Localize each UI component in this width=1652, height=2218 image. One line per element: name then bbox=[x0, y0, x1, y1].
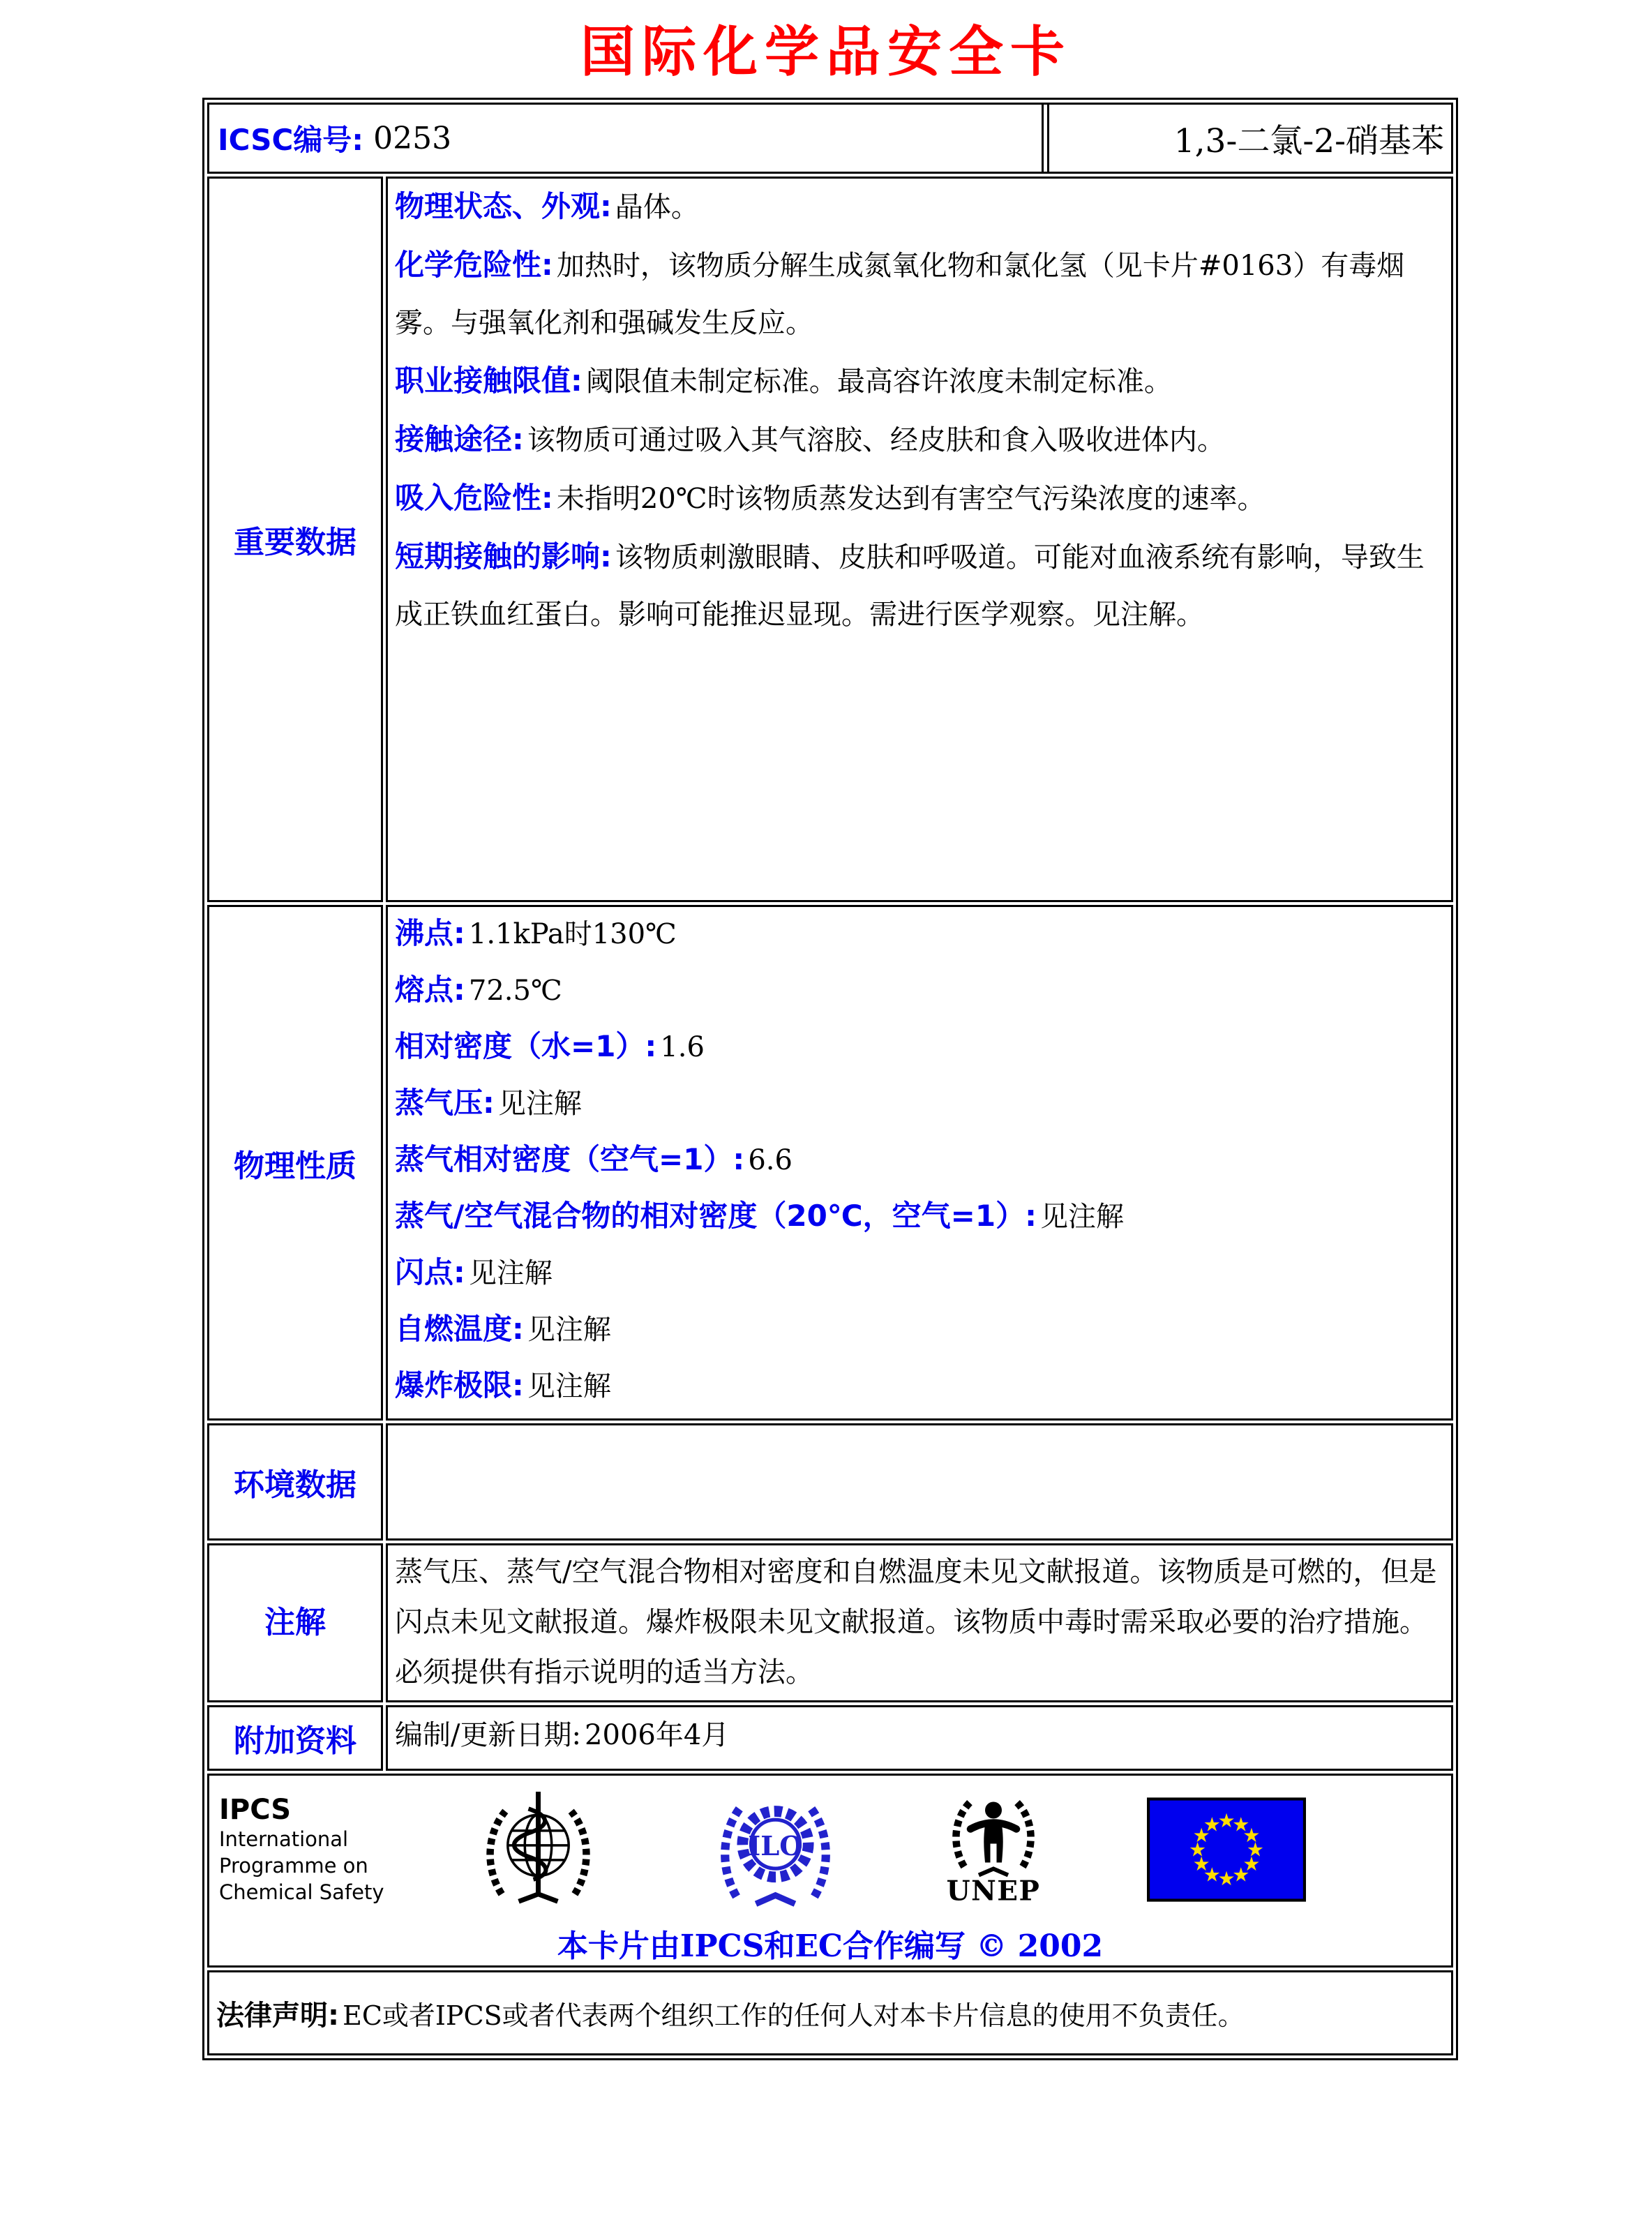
important-data-row bbox=[207, 177, 1453, 902]
property-label: 闪点: bbox=[395, 1255, 465, 1289]
property-line bbox=[395, 180, 1444, 239]
property-line bbox=[395, 1134, 1444, 1191]
logos-row bbox=[207, 1774, 1453, 1968]
ilo-logo bbox=[714, 1787, 836, 1912]
update-date-label: 编制/更新日期: bbox=[395, 1719, 581, 1751]
additional-info-row bbox=[207, 1705, 1453, 1771]
safety-card-table bbox=[202, 98, 1458, 2060]
page-title: 国际化学品安全卡 bbox=[580, 20, 1072, 84]
eu-flag-icon bbox=[1147, 1797, 1306, 1902]
property-label: 物理状态、外观: bbox=[395, 189, 612, 223]
ipcs-text-block bbox=[209, 1794, 428, 1905]
eu-flag bbox=[1147, 1797, 1306, 1902]
ilo-icon bbox=[714, 1787, 836, 1912]
property-line bbox=[395, 965, 1444, 1021]
unep-logo bbox=[941, 1785, 1046, 1914]
property-value: 晶体。 bbox=[615, 191, 699, 223]
additional-info-section-label: 附加资料 bbox=[207, 1705, 383, 1771]
property-value: 阈限值未制定标准。最高容许浓度未制定标准。 bbox=[585, 366, 1172, 398]
legal-notice-label: 法律声明: bbox=[216, 1999, 339, 2032]
chemical-name: 1,3-二氯-2-硝基苯 bbox=[1173, 121, 1444, 160]
ipcs-acronym: IPCS bbox=[219, 1794, 292, 1826]
property-line bbox=[395, 1247, 1444, 1304]
property-value: 6.6 bbox=[748, 1144, 793, 1176]
svg-text:★: ★ bbox=[1203, 1863, 1221, 1887]
svg-text:★: ★ bbox=[1242, 1823, 1261, 1847]
logos-cell bbox=[207, 1774, 1453, 1968]
caption-text: 本卡片由IPCS和EC合作编写 bbox=[557, 1928, 966, 1964]
legal-notice-text: EC或者IPCS或者代表两个组织工作的任何人对本卡片信息的使用不负责任。 bbox=[343, 2000, 1245, 2031]
who-icon bbox=[477, 1787, 599, 1912]
property-label: 蒸气/空气混合物的相对密度（20℃，空气=1）: bbox=[395, 1199, 1037, 1233]
icsc-number-value: 0253 bbox=[373, 120, 452, 156]
icsc-number-block bbox=[209, 105, 1044, 172]
property-label: 短期接触的影响: bbox=[395, 539, 612, 574]
property-label: 沸点: bbox=[395, 916, 465, 950]
property-line bbox=[395, 239, 1444, 354]
icsc-number-label: ICSC编号: bbox=[218, 123, 364, 157]
svg-text:★: ★ bbox=[1192, 1823, 1210, 1847]
property-value: 未指明20℃时该物质蒸发达到有害空气污染浓度的速率。 bbox=[556, 483, 1266, 515]
property-line bbox=[395, 354, 1444, 413]
ipcs-name-line: Chemical Safety bbox=[219, 1880, 384, 1904]
property-label: 蒸气压: bbox=[395, 1086, 495, 1120]
property-label: 自燃温度: bbox=[395, 1312, 524, 1346]
unep-letters: UNEP bbox=[946, 1875, 1041, 1907]
property-label: 接触途径: bbox=[395, 422, 524, 456]
property-label: 爆炸极限: bbox=[395, 1368, 524, 1402]
unep-icon bbox=[941, 1785, 1046, 1914]
svg-text:★: ★ bbox=[1246, 1838, 1264, 1861]
header-cell bbox=[207, 103, 1453, 174]
notes-row bbox=[207, 1543, 1453, 1702]
svg-text:★: ★ bbox=[1189, 1838, 1207, 1861]
property-line bbox=[395, 1304, 1444, 1361]
copyright-text: © 2002 bbox=[976, 1928, 1104, 1964]
important-data-section-label: 重要数据 bbox=[207, 177, 383, 902]
property-label: 熔点: bbox=[395, 973, 465, 1007]
legal-row bbox=[207, 1970, 1453, 2055]
property-line bbox=[395, 908, 1444, 965]
physical-properties-row bbox=[207, 905, 1453, 1421]
svg-text:★: ★ bbox=[1217, 1809, 1236, 1833]
svg-text:★: ★ bbox=[1232, 1863, 1250, 1887]
cooperation-caption bbox=[209, 1921, 1451, 1965]
header-row bbox=[207, 103, 1453, 174]
ipcs-name-line: Programme on bbox=[219, 1854, 368, 1878]
property-label: 相对密度（水=1）: bbox=[395, 1029, 657, 1063]
ilo-letters: ILO bbox=[748, 1831, 803, 1863]
property-line bbox=[395, 1361, 1444, 1417]
property-value: 1.1kPa时130℃ bbox=[468, 918, 677, 950]
property-value: 72.5℃ bbox=[468, 975, 562, 1007]
notes-content: 蒸气压、蒸气/空气混合物相对密度和自燃温度未见文献报道。该物质是可燃的，但是闪点未见文献报道。爆炸极限未见文献报道。该物质中毒时需采取必要的治疗措施。必须提供有指示说明的适当方法。 bbox=[386, 1543, 1453, 1702]
property-value: 1.6 bbox=[660, 1031, 705, 1063]
legal-cell bbox=[207, 1970, 1453, 2055]
property-label: 化学危险性: bbox=[395, 248, 553, 282]
svg-text:★: ★ bbox=[1217, 1866, 1236, 1890]
property-value: 加热时，该物质分解生成氮氧化物和氯化氢（见卡片#0163）有毒烟雾。与强氧化剂和强碱发生反应。 bbox=[395, 250, 1405, 339]
property-value: 见注解 bbox=[497, 1088, 582, 1120]
svg-text:★: ★ bbox=[1232, 1813, 1250, 1836]
svg-text:★: ★ bbox=[1203, 1813, 1221, 1836]
environmental-data-content bbox=[386, 1423, 1453, 1541]
update-date-value: 2006年4月 bbox=[585, 1719, 730, 1751]
important-data-content bbox=[386, 177, 1453, 902]
property-line bbox=[395, 413, 1444, 472]
environmental-data-section-label: 环境数据 bbox=[207, 1423, 383, 1541]
property-value: 该物质可通过吸入其气溶胶、经皮肤和食入吸收进体内。 bbox=[527, 424, 1225, 456]
property-label: 吸入危险性: bbox=[395, 481, 553, 515]
physical-properties-section-label: 物理性质 bbox=[207, 905, 383, 1421]
property-line bbox=[395, 1191, 1444, 1247]
property-label: 职业接触限值: bbox=[395, 364, 583, 398]
additional-info-content bbox=[386, 1705, 1453, 1771]
property-value: 该物质刺激眼睛、皮肤和呼吸道。可能对血液系统有影响，导致生成正铁血红蛋白。影响可能推迟显现。需进行医学观察。见注解。 bbox=[395, 541, 1425, 631]
property-line bbox=[395, 530, 1444, 646]
notes-section-label: 注解 bbox=[207, 1543, 383, 1702]
svg-text:★: ★ bbox=[1192, 1852, 1210, 1876]
property-line bbox=[395, 472, 1444, 530]
property-value: 见注解 bbox=[468, 1257, 553, 1289]
who-logo bbox=[477, 1787, 599, 1912]
physical-properties-content bbox=[386, 905, 1453, 1421]
property-value: 见注解 bbox=[527, 1370, 611, 1402]
property-value: 见注解 bbox=[527, 1314, 611, 1346]
chemical-name-block bbox=[1047, 105, 1451, 172]
property-label: 蒸气相对密度（空气=1）: bbox=[395, 1142, 745, 1176]
ipcs-name-line: International bbox=[219, 1827, 349, 1851]
property-line bbox=[395, 1078, 1444, 1134]
property-line bbox=[395, 1021, 1444, 1078]
property-value: 见注解 bbox=[1039, 1201, 1124, 1233]
environmental-data-row bbox=[207, 1423, 1453, 1541]
svg-text:★: ★ bbox=[1242, 1852, 1261, 1876]
